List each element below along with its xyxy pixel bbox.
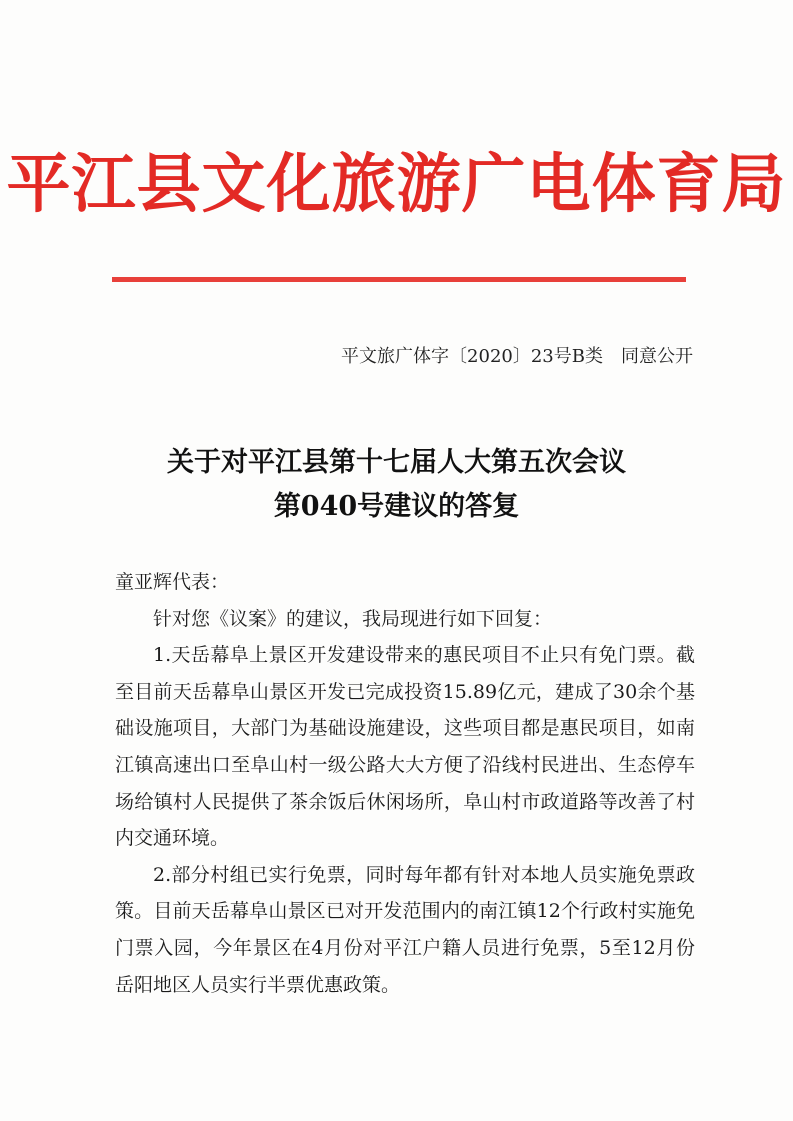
paragraph-intro: 针对您《议案》的建议，我局现进行如下回复： bbox=[153, 607, 553, 630]
paragraph-item-2: 2.部分村组已实行免票，同时每年都有针对本地人员实施免票政策。目前天岳幕阜山景区已对开发范围内的南江镇12个行政村实施免门票入园，今年景区在4月份对平江户籍人员进行免票，5至12月份岳阳地区人员实行半票优惠政策。 bbox=[115, 863, 695, 996]
title-line-1: 关于对平江县第十七届人大第五次会议 bbox=[167, 447, 626, 478]
document-body bbox=[115, 564, 695, 1003]
paragraph-item-1: 1.天岳幕阜上景区开发建设带来的惠民项目不止只有免门票。截至目前天岳幕阜山景区开发已完成投资15.89亿元，建成了30余个基础设施项目，大部门为基础设施建设，这些项目都是惠民项目，如南江镇高速出口至阜山村一级公路大大方便了沿线村民进出、生态停车场给镇村人民提供了茶余饭后休闲场所，阜山村市政道路等改善了村内交通环境。 bbox=[115, 644, 695, 850]
issuer-masthead: 平江县文化旅游广电体育局 bbox=[6, 147, 787, 222]
salutation: 童亚辉代表： bbox=[115, 571, 230, 593]
red-header-rule bbox=[112, 277, 686, 282]
document-number: 平文旅广体字〔2020〕23号B类 同意公开 bbox=[341, 346, 693, 367]
title-line-2: 第040号建议的答复 bbox=[273, 491, 520, 522]
document-title bbox=[0, 441, 793, 529]
